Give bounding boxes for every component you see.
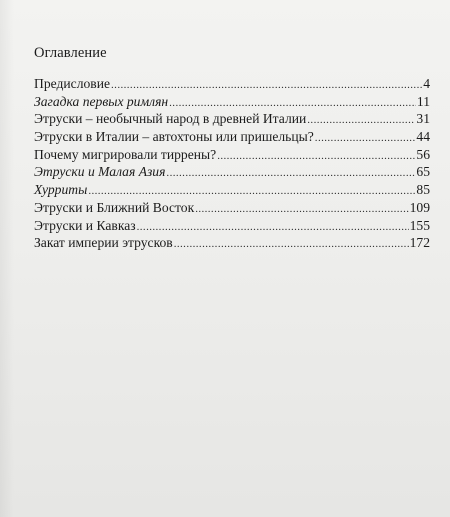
toc-entry: [34, 218, 430, 236]
toc-entry: [34, 129, 430, 147]
dot-leader: [137, 221, 409, 233]
toc-entry-title: Почему мигрировали тиррены?: [34, 146, 217, 162]
dot-leader: [88, 185, 415, 197]
dot-leader: [174, 238, 409, 250]
toc-entry: [34, 76, 430, 94]
toc-entry-title: Хурриты: [34, 182, 88, 198]
dot-leader: [169, 97, 416, 109]
toc-heading: Оглавление: [34, 45, 107, 61]
toc-entry-title: Загадка первых римлян: [34, 93, 169, 109]
toc-entry-title: Этруски и Малая Азия: [34, 164, 166, 180]
toc-entry-page: 11: [416, 93, 430, 109]
toc-entry: [34, 200, 430, 218]
table-of-contents: [34, 76, 430, 253]
dot-leader: [315, 132, 416, 144]
toc-entry: [34, 182, 430, 200]
toc-entry: [34, 164, 430, 182]
dot-leader: [195, 203, 408, 215]
dot-leader: [166, 167, 415, 179]
toc-entry: [34, 235, 430, 253]
dot-leader: [217, 150, 415, 162]
toc-entry: [34, 111, 430, 129]
dot-leader: [307, 114, 415, 126]
toc-entry-title: Предисловие: [34, 76, 111, 91]
toc-entry: [34, 147, 430, 165]
toc-entry-page: 109: [409, 199, 430, 215]
toc-entry-page: 4: [423, 76, 430, 91]
page-edge-shadow: [0, 0, 14, 517]
toc-entry-page: 56: [416, 146, 430, 162]
toc-entry-title: Этруски и Кавказ: [34, 217, 136, 233]
toc-entry: [34, 94, 430, 112]
toc-entry-page: 85: [416, 182, 430, 198]
toc-entry-title: Этруски – необычный народ в древней Италии: [34, 111, 307, 127]
toc-entry-title: Этруски в Италии – автохтоны или пришельцы?: [34, 129, 314, 145]
toc-entry-page: 44: [416, 129, 430, 145]
toc-entry-page: 172: [409, 235, 430, 251]
toc-entry-title: Этруски и Ближний Восток: [34, 199, 195, 215]
toc-entry-page: 31: [416, 111, 430, 127]
toc-entry-title: Закат империи этрусков: [34, 235, 173, 251]
dot-leader: [111, 79, 422, 91]
toc-entry-page: 155: [409, 217, 430, 233]
toc-entry-page: 65: [416, 164, 430, 180]
